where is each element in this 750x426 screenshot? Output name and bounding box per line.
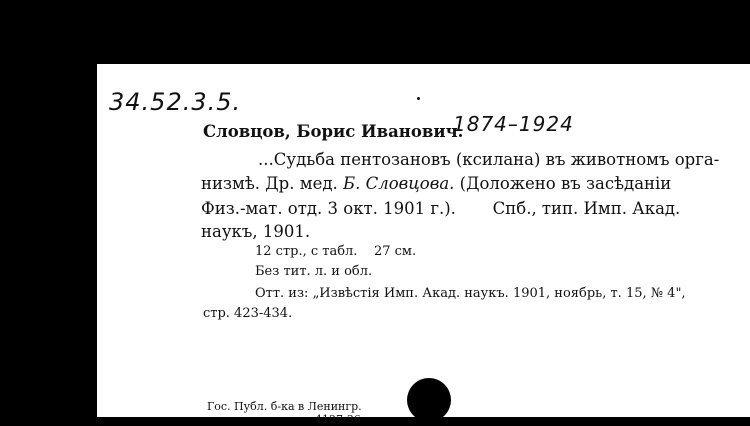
title-line-2-a: низмѣ. Др. мед. — [201, 174, 343, 193]
punch-hole — [407, 378, 451, 422]
title-line-4: наукъ, 1901. — [201, 222, 311, 241]
without-cover-note: Без тит. л. и обл. — [255, 264, 373, 279]
ink-dot — [417, 97, 420, 100]
offprint-note: Отт. из: „Извѣстiя Имп. Акад. наукъ. 1901, ноябрь, т. 15, № 4", — [255, 286, 686, 301]
library-stamp: Гос. Публ. б-ка в Ленингр. — [207, 400, 362, 413]
catalog-card — [97, 64, 750, 426]
pages-note: стр. 423-434. — [203, 306, 293, 321]
author-heading: Словцов, Борис Иванович. — [203, 122, 464, 141]
library-stamp-number: 4127-36 — [315, 413, 361, 426]
title-line-1: ...Судьба пентозановъ (ксилана) въ животномъ орга- — [258, 150, 720, 169]
call-number: 34.52.3.5. — [109, 88, 242, 116]
author-statement: Б. Словцова. — [342, 174, 455, 193]
title-line-2 — [201, 174, 671, 193]
life-dates: 1874–1924 — [453, 112, 574, 136]
title-line-2-c: (Доложено въ засѣданiи — [454, 174, 672, 193]
collation: 12 стр., с табл. 27 см. — [255, 244, 417, 259]
title-line-3: Физ.-мат. отд. 3 окт. 1901 г.). Спб., тип. Имп. Акад. — [201, 199, 681, 218]
